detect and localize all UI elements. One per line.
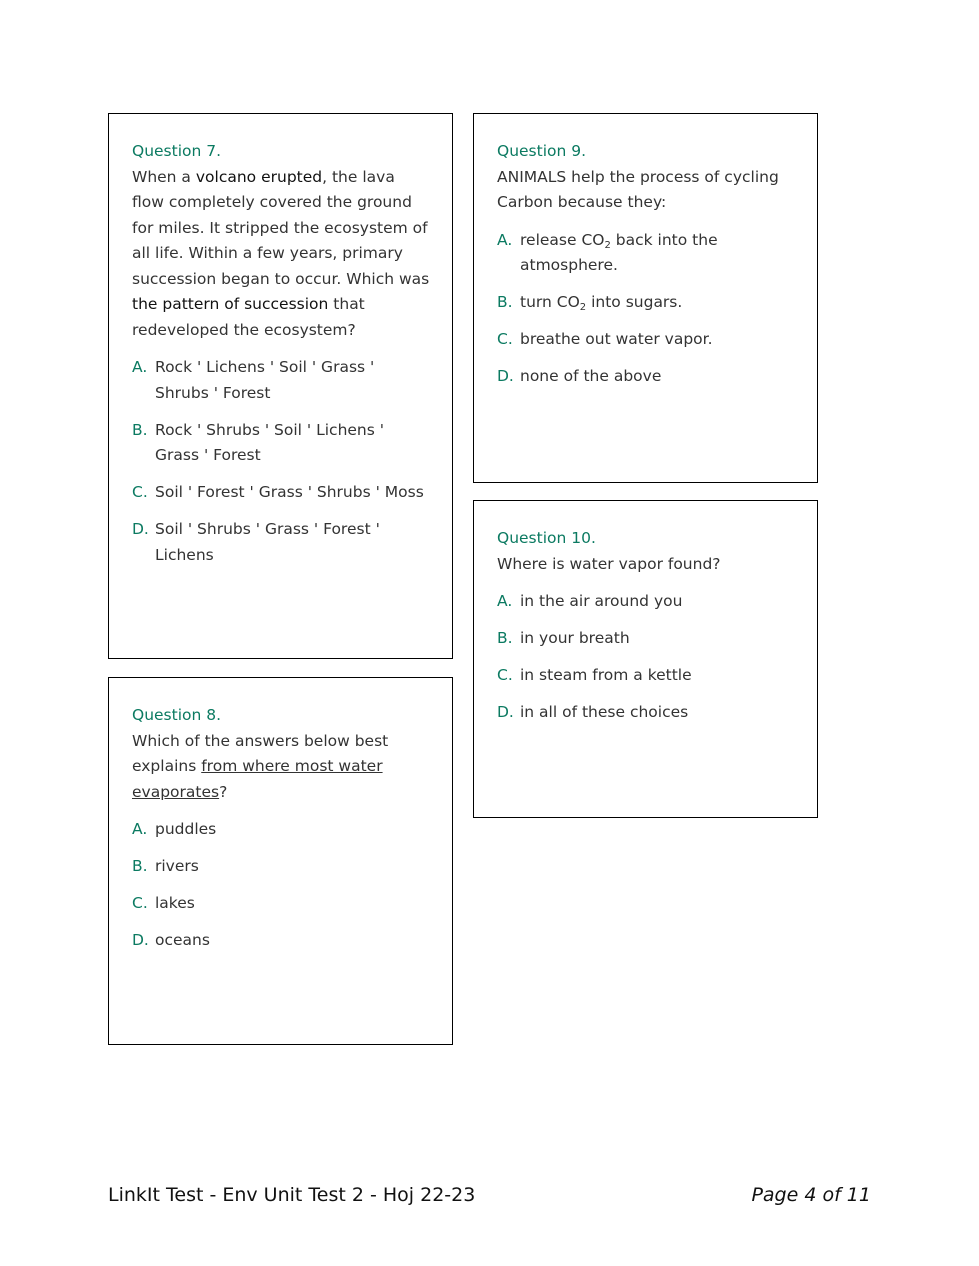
question-9-title: Question 9.	[497, 142, 587, 160]
option-text: Soil ' Shrubs ' Grass ' Forest ' Lichens	[155, 520, 380, 564]
question-7-card	[108, 113, 453, 659]
q8-option-c[interactable]	[132, 891, 430, 917]
stem-text: ?	[219, 782, 228, 801]
option-letter: D.	[497, 703, 514, 721]
option-text	[520, 293, 682, 311]
subscript: 2	[579, 302, 587, 313]
option-text: in the air around you	[520, 592, 683, 610]
footer-test-title: LinkIt Test - Env Unit Test 2 - Hoj 22-23	[108, 1184, 476, 1206]
q10-option-b[interactable]	[497, 626, 795, 652]
stem-underlined: from where most water evaporates	[132, 757, 383, 801]
stem-text: , the lava flow completely covered the ground for miles. It stripped the ecosystem of all life. Within a few years, primary succession began to occur. Which was	[132, 167, 430, 288]
option-letter: C.	[132, 483, 148, 501]
option-letter: D.	[132, 931, 149, 949]
question-8-card	[108, 677, 453, 1045]
option-text: in all of these choices	[520, 703, 689, 721]
option-text: puddles	[155, 820, 217, 838]
option-letter: D.	[132, 520, 149, 538]
stem-emphasis: volcano erupted	[195, 167, 323, 186]
q7-option-a[interactable]	[132, 355, 430, 406]
footer-page-number: Page 4 of 11	[751, 1184, 871, 1206]
stem-text: When a	[132, 167, 196, 186]
q9-option-a[interactable]	[497, 228, 795, 279]
option-letter: A.	[497, 592, 513, 610]
option-letter: A.	[497, 230, 513, 249]
q9-option-d[interactable]	[497, 364, 795, 390]
option-text: Rock ' Shrubs ' Soil ' Lichens ' Grass ' Forest	[155, 420, 385, 464]
option-text: none of the above	[520, 367, 662, 385]
question-7-stem	[132, 165, 430, 344]
q7-option-c[interactable]	[132, 480, 430, 506]
stem-text: Which of the answers below best explains	[132, 731, 389, 775]
subscript: 2	[604, 239, 611, 251]
option-text: in your breath	[520, 629, 630, 647]
q7-option-d[interactable]	[132, 517, 430, 568]
option-text: lakes	[155, 894, 195, 912]
option-letter: D.	[497, 367, 514, 385]
option-text-part: turn CO	[520, 293, 580, 311]
question-7-title: Question 7.	[132, 142, 222, 160]
option-text-part: back into the atmosphere.	[520, 230, 718, 274]
q9-option-b[interactable]	[497, 290, 795, 316]
question-8-title: Question 8.	[132, 706, 222, 724]
option-letter: C.	[497, 330, 513, 348]
question-10-card	[473, 500, 818, 818]
option-text: Soil ' Forest ' Grass ' Shrubs ' Moss	[155, 483, 424, 501]
option-text: oceans	[155, 931, 210, 949]
q8-option-d[interactable]	[132, 928, 430, 954]
q8-option-a[interactable]	[132, 817, 430, 843]
option-letter: A.	[132, 820, 148, 838]
question-9-card	[473, 113, 818, 483]
q10-option-d[interactable]	[497, 700, 795, 726]
stem-text: that redeveloped the ecosystem?	[132, 295, 365, 339]
option-text: breathe out water vapor.	[520, 330, 713, 348]
option-letter: C.	[497, 666, 513, 684]
option-text: in steam from a kettle	[520, 666, 692, 684]
option-letter: A.	[132, 358, 148, 376]
q7-option-b[interactable]	[132, 418, 430, 469]
question-10-stem: Where is water vapor found?	[497, 554, 721, 573]
option-text-part: release CO	[520, 230, 605, 249]
option-text-part: into sugars.	[586, 293, 683, 311]
question-8-stem	[132, 729, 430, 806]
q10-option-a[interactable]	[497, 589, 795, 615]
q9-option-c[interactable]	[497, 327, 795, 353]
option-letter: B.	[132, 420, 148, 439]
option-letter: B.	[132, 857, 148, 875]
option-letter: C.	[132, 894, 148, 912]
option-text: Rock ' Lichens ' Soil ' Grass ' Shrubs ' Forest	[155, 358, 375, 402]
option-letter: B.	[497, 629, 513, 647]
option-text: rivers	[155, 857, 199, 875]
q10-option-c[interactable]	[497, 663, 795, 689]
question-10-title: Question 10.	[497, 529, 596, 547]
q8-option-b[interactable]	[132, 854, 430, 880]
option-letter: B.	[497, 293, 513, 311]
question-9-stem: ANIMALS help the process of cycling Carbon because they:	[497, 167, 779, 211]
option-text	[520, 231, 718, 275]
stem-emphasis: the pattern of succession	[132, 295, 329, 313]
